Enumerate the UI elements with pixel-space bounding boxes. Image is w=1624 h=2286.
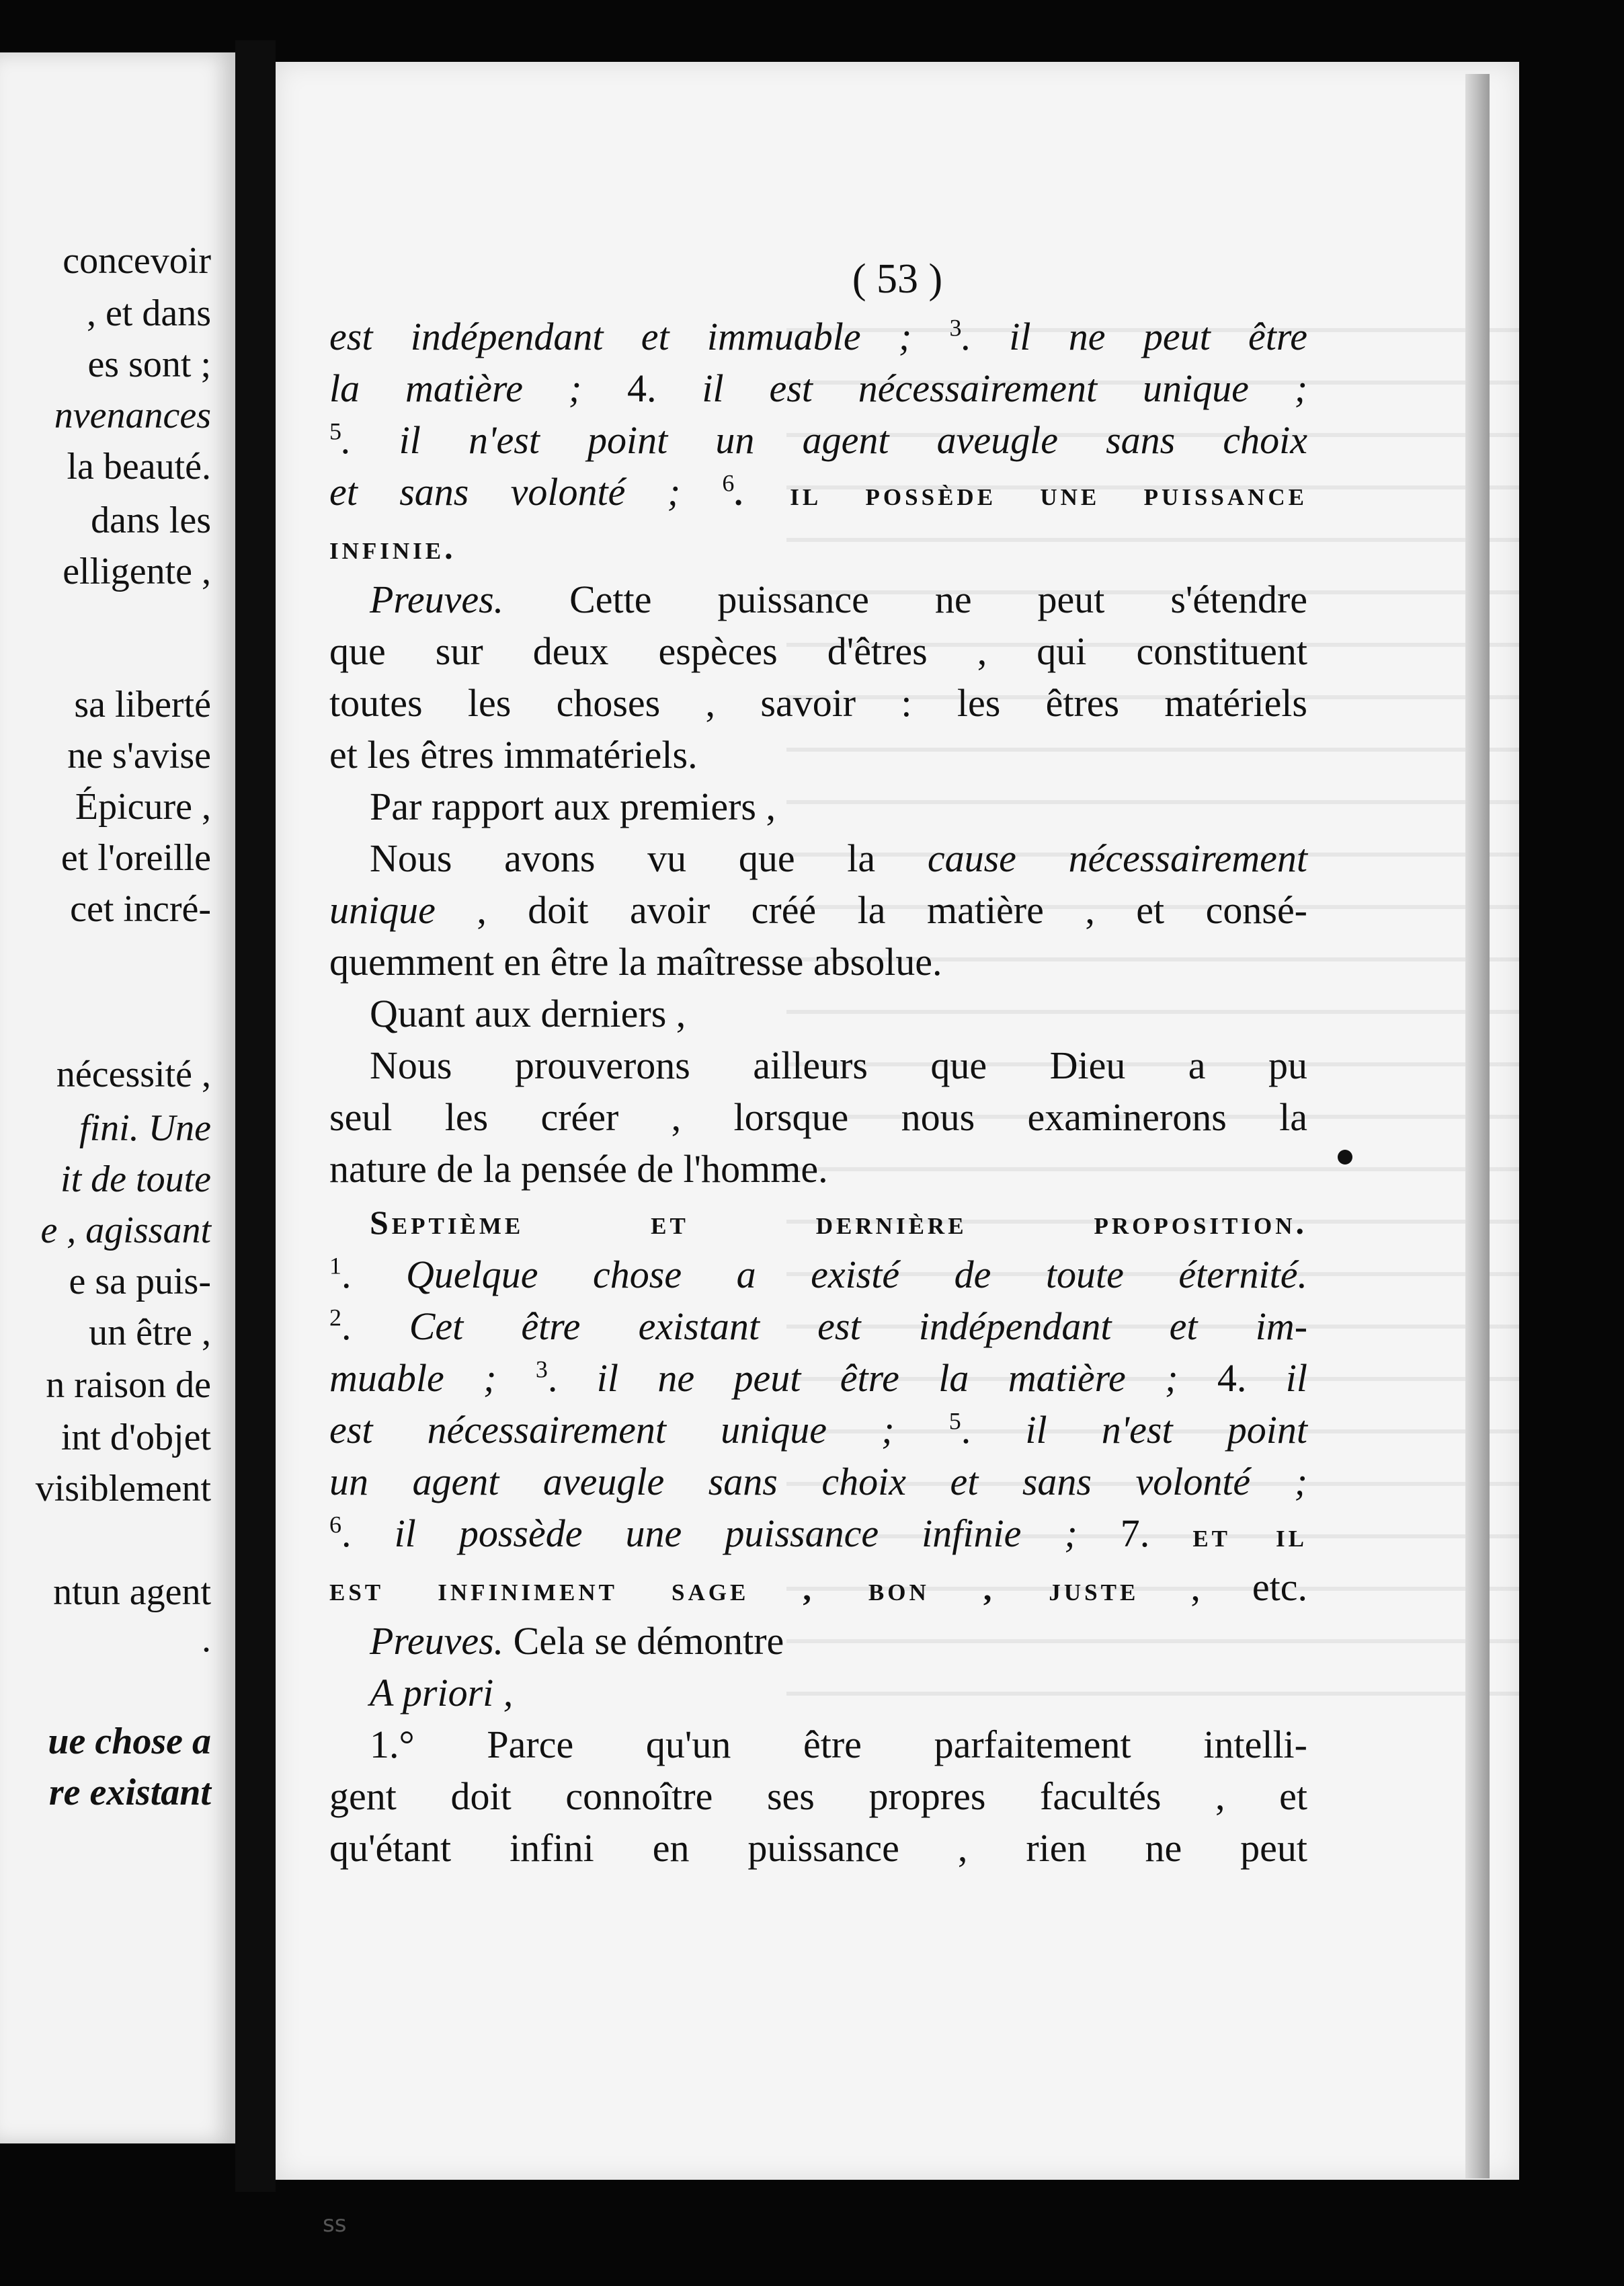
text-run: . [341,1253,407,1296]
text-line [329,936,1307,988]
note-number: 5 [329,418,341,445]
text-run: Par rapport aux premiers , [370,785,776,828]
left-page-line: int d'objet [60,1417,211,1458]
text-line [329,1719,1307,1770]
text-run: qu'étant infini en puissance , rien ne peut [329,1826,1307,1870]
note-number: 6 [722,469,735,497]
text-run: Nous avons vu que la [370,836,928,880]
text-run: et les êtres immatériels. [329,733,698,777]
left-page-line: ne s'avise [67,735,211,777]
italic-text: est nécessairement unique ; [329,1408,949,1452]
text-line [329,1667,1307,1719]
italic-text: Preuves. [370,1619,504,1663]
italic-text: il est nécessairement unique ; [702,366,1308,410]
left-page-line: n raison de [46,1364,211,1406]
text-run: . [341,1511,395,1555]
text-run: 7. [1120,1511,1193,1555]
text-line [329,574,1307,625]
ink-spot [1338,1150,1352,1165]
text-line [329,1561,1307,1615]
facing-page-left [0,52,235,2143]
left-page-line: nécessité , [56,1054,211,1095]
left-page-line: fini. Une [79,1107,211,1149]
text-line [329,311,1307,362]
text-run: 1.° Parce qu'un être parfaitement intelli- [370,1723,1307,1766]
italic-text: A priori , [370,1671,514,1714]
text-line [329,466,1307,520]
note-number: 6 [329,1511,341,1538]
left-page-line: visiblement [35,1468,211,1509]
small-caps-text: Septième et dernière proposition. [370,1204,1307,1241]
italic-text: unique [329,888,436,932]
text-line [329,625,1307,677]
left-page-line: la beauté. [67,446,211,487]
italic-text: et sans volonté ; [329,470,723,514]
left-page-line: e , agissant [40,1210,211,1251]
text-run: seul les créer , lorsque nous examinerons la [329,1095,1307,1139]
text-line [329,1404,1307,1456]
italic-text: il ne peut être la matière ; [596,1356,1217,1400]
text-run: Quant aux derniers , [370,992,686,1035]
text-line [329,1195,1307,1249]
text-run: , etc. [1139,1565,1307,1609]
left-page-line: re existant [48,1772,211,1813]
text-line [329,1770,1307,1822]
footer-mark: ss [323,2211,347,2238]
note-number: 3 [949,314,962,342]
italic-text: muable ; [329,1356,536,1400]
text-line [329,362,1307,414]
left-page-line: it de toute [60,1158,211,1200]
left-page-line: . [202,1618,211,1660]
left-page-line: un être , [89,1312,211,1353]
book-gutter [235,40,276,2192]
italic-text: Cet être existant est indépendant et im- [409,1304,1308,1348]
italic-text: Preuves. [370,578,504,621]
text-line [329,1249,1307,1300]
italic-text: . il n'est point un agent aveugle sans choix [341,418,1307,462]
text-run: gent doit connoître ses propres facultés , et [329,1774,1307,1818]
left-page-line: Épicure , [75,786,211,828]
page-number: ( 53 ) [852,256,943,302]
note-number: 5 [948,1407,961,1435]
text-line [329,729,1307,781]
left-page-line: et l'oreille [60,837,211,879]
italic-text: il n'est point [1025,1408,1307,1452]
italic-text: . il ne peut être [961,315,1307,358]
small-caps-text: infinie. [329,528,456,566]
small-caps-text: . il possède une puissance [734,475,1307,512]
left-page-line: , et dans [86,292,211,334]
left-page-line: elligente , [63,551,211,592]
text-line [329,781,1307,832]
text-run: . [341,1304,409,1348]
text-run: Cette puissance ne peut s'étendre [503,578,1307,621]
left-page-line: ntun agent [53,1571,211,1613]
text-run: nature de la pensée de l'homme. [329,1147,828,1191]
small-caps-text: est infiniment sage , bon , juste [329,1570,1139,1608]
italic-text: est indépendant et immuable ; [329,315,950,358]
text-run: toutes les choses , savoir : les êtres matériels [329,681,1307,725]
text-line [329,988,1307,1039]
text-line [329,1456,1307,1507]
page-body [329,311,1307,1874]
text-line [329,1143,1307,1195]
left-page-line: e sa puis- [69,1261,211,1302]
left-page-line: cet incré- [70,888,211,930]
italic-text: Quelque chose a existé de toute éternité. [406,1253,1308,1296]
text-run: Nous prouverons ailleurs que Dieu a pu [370,1043,1307,1087]
text-line [329,832,1307,884]
text-line [329,1091,1307,1143]
note-number: 3 [535,1355,548,1383]
left-page-line: sa liberté [74,684,211,725]
text-line [329,1300,1307,1352]
text-line [329,520,1307,574]
text-run: . [547,1356,597,1400]
text-line [329,1615,1307,1667]
italic-text: il [1285,1356,1308,1400]
text-run: que sur deux espèces d'êtres , qui constituent [329,629,1307,673]
page-edge [1465,74,1490,2178]
text-line [329,1039,1307,1091]
text-run: 4. [1217,1356,1286,1400]
italic-text: cause nécessairement [927,836,1308,880]
left-page-line: dans les [91,500,211,541]
small-caps-text: et il [1192,1516,1308,1554]
text-run: quemment en être la maîtresse absolue. [329,940,942,984]
italic-text: un agent aveugle sans choix et sans volonté ; [329,1460,1307,1503]
text-line [329,884,1307,936]
text-line [329,1507,1307,1561]
text-run: 4. [627,366,702,410]
text-line [329,1822,1307,1874]
left-page-line: ue chose a [48,1721,211,1762]
text-run: Cela se démontre [503,1619,784,1663]
left-page-line: nvenances [54,395,211,436]
left-page-line: concevoir [63,240,211,282]
text-line [329,414,1307,466]
note-number: 1 [329,1252,341,1279]
left-page-line: es sont ; [87,344,211,385]
text-line [329,677,1307,729]
page-53 [276,62,1519,2180]
note-number: 2 [329,1304,341,1331]
text-run: . [961,1408,1026,1452]
italic-text: il possède une puissance infinie ; [394,1511,1121,1555]
italic-text: la matière ; [329,366,628,410]
text-line [329,1352,1307,1404]
text-run: , doit avoir créé la matière , et consé- [435,888,1307,932]
